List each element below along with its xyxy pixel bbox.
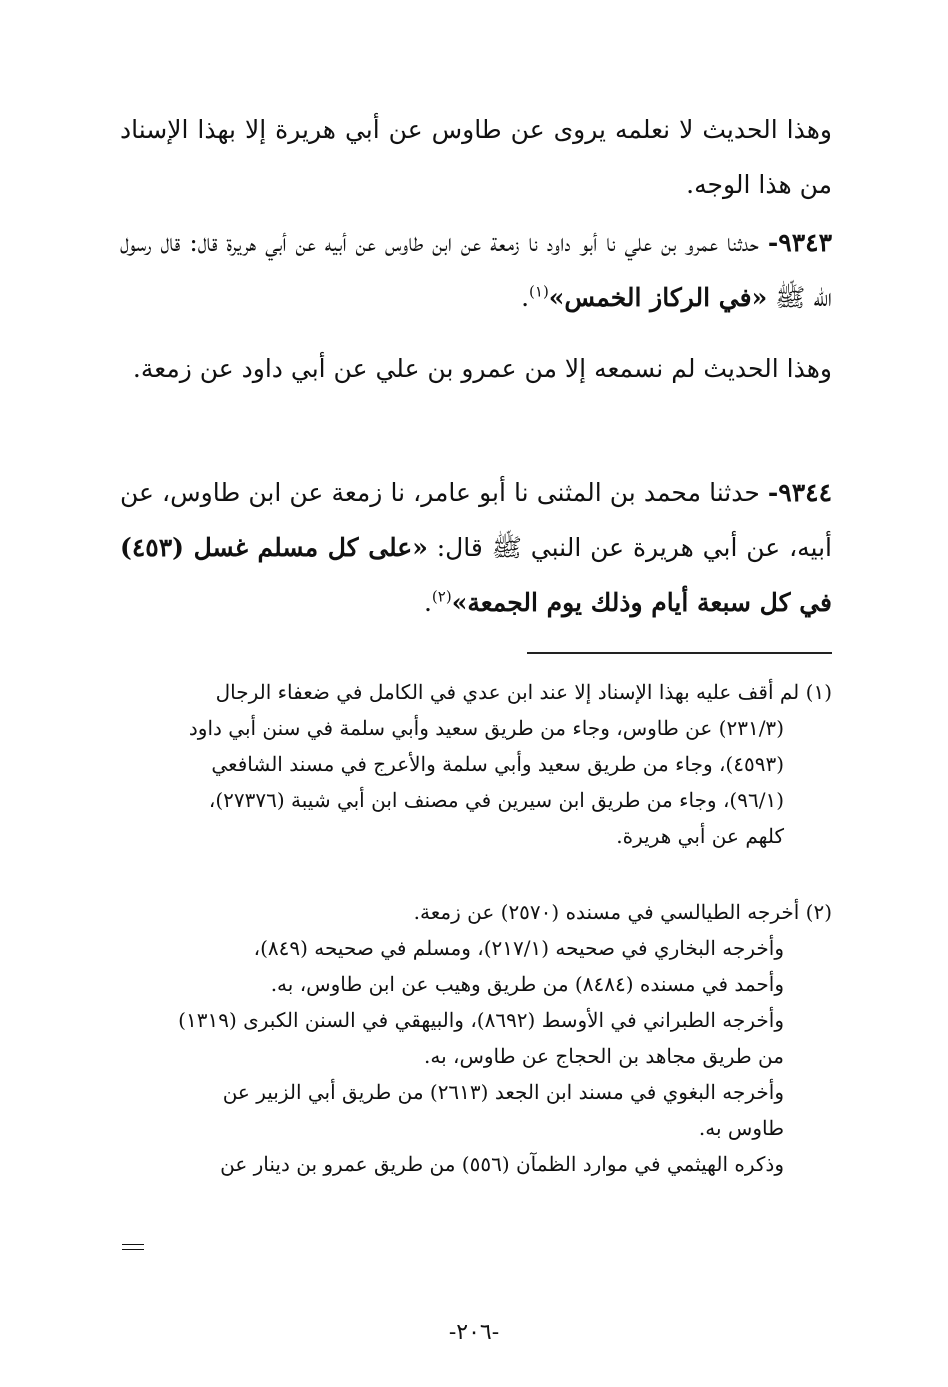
page-number: -٢٠٦- bbox=[448, 1320, 500, 1345]
footnote-2 bbox=[120, 894, 832, 1182]
footnote-line: (١) لم أقف عليه بهذا الإسناد إلا عند ابن عدي في الكامل في ضعفاء الرجال bbox=[215, 680, 832, 704]
hadith-quote: «على كل مسلم غسل (٤٥٣) في كل سبعة أيام وذلك يوم الجمعة» bbox=[120, 533, 832, 617]
continuation-mark bbox=[122, 1244, 144, 1250]
hadith-end: . bbox=[521, 283, 530, 312]
footnote-line: طاوس به. bbox=[698, 1116, 784, 1140]
footnote-reference[interactable]: (١) bbox=[529, 282, 549, 301]
hadith-text: حدثنا عمرو بن علي نا أبو داود نا زمعة عن ابن طاوس عن أبيه عن أبي هريرة قال: قال رسول الله ﷺ bbox=[120, 228, 832, 312]
footnote-line: (٢) أخرجه الطيالسي في مسنده (٢٥٧٠) عن زمعة. bbox=[413, 900, 832, 924]
hadith-9344 bbox=[120, 465, 832, 630]
footnote-line: وأخرجه البخاري في صحيحه (٢١٧/١)، ومسلم في صحيحه (٨٤٩)، bbox=[253, 936, 784, 960]
paragraph-1-text: وهذا الحديث لا نعلمه يروى عن طاوس عن أبي هريرة إلا بهذا الإسناد من هذا الوجه. bbox=[120, 115, 832, 199]
footnote-reference[interactable]: (٢) bbox=[431, 587, 452, 606]
footnote-line: كلهم عن أبي هريرة. bbox=[616, 824, 784, 848]
footnote-1 bbox=[120, 674, 832, 854]
footnote-line: (٢٣١/٣) عن طاوس، وجاء من طريق سعيد وأبي سلمة في سنن أبي داود bbox=[188, 716, 784, 740]
footnote-line: وذكره الهيثمي في موارد الظمآن (٥٥٦) من طريق عمرو بن دينار عن bbox=[220, 1152, 784, 1176]
hadith-text: حدثنا محمد بن المثنى نا أبو عامر، نا زمعة عن ابن طاوس، عن أبيه، عن أبي هريرة عن النبي ﷺ قال: bbox=[120, 478, 832, 562]
hadith-9343 bbox=[120, 215, 832, 325]
hadith-number: ٩٣٤٤- bbox=[767, 478, 832, 507]
footnote-line: (٩٦/١)، وجاء من طريق ابن سيرين في مصنف ابن أبي شيبة (٢٧٣٧٦)، bbox=[208, 788, 784, 812]
paragraph-2-text: وهذا الحديث لم نسمعه إلا من عمرو بن علي عن أبي داود عن زمعة. bbox=[132, 354, 832, 383]
footnote-line: من طريق مجاهد بن الحجاج عن طاوس، به. bbox=[423, 1044, 784, 1068]
footnote-line: وأحمد في مسنده (٨٤٨٤) من طريق وهيب عن ابن طاوس، به. bbox=[270, 972, 784, 996]
hadith-end: . bbox=[423, 588, 432, 617]
footnote-line: وأخرجه الطبراني في الأوسط (٨٦٩٢)، والبيهقي في السنن الكبرى (١٣١٩) bbox=[178, 1008, 784, 1032]
footnote-separator bbox=[527, 652, 832, 654]
footnote-line: (٤٥٩٣)، وجاء من طريق سعيد وأبي سلمة والأعرج في مسند الشافعي bbox=[211, 752, 784, 776]
hadith-quote: «في الركاز الخمس» bbox=[548, 283, 768, 312]
paragraph-1 bbox=[120, 102, 832, 212]
hadith-number: ٩٣٤٣- bbox=[767, 228, 832, 257]
paragraph-2 bbox=[120, 341, 832, 396]
footnote-line: وأخرجه البغوي في مسند ابن الجعد (٢٦١٣) من طريق أبي الزبير عن bbox=[222, 1080, 784, 1104]
